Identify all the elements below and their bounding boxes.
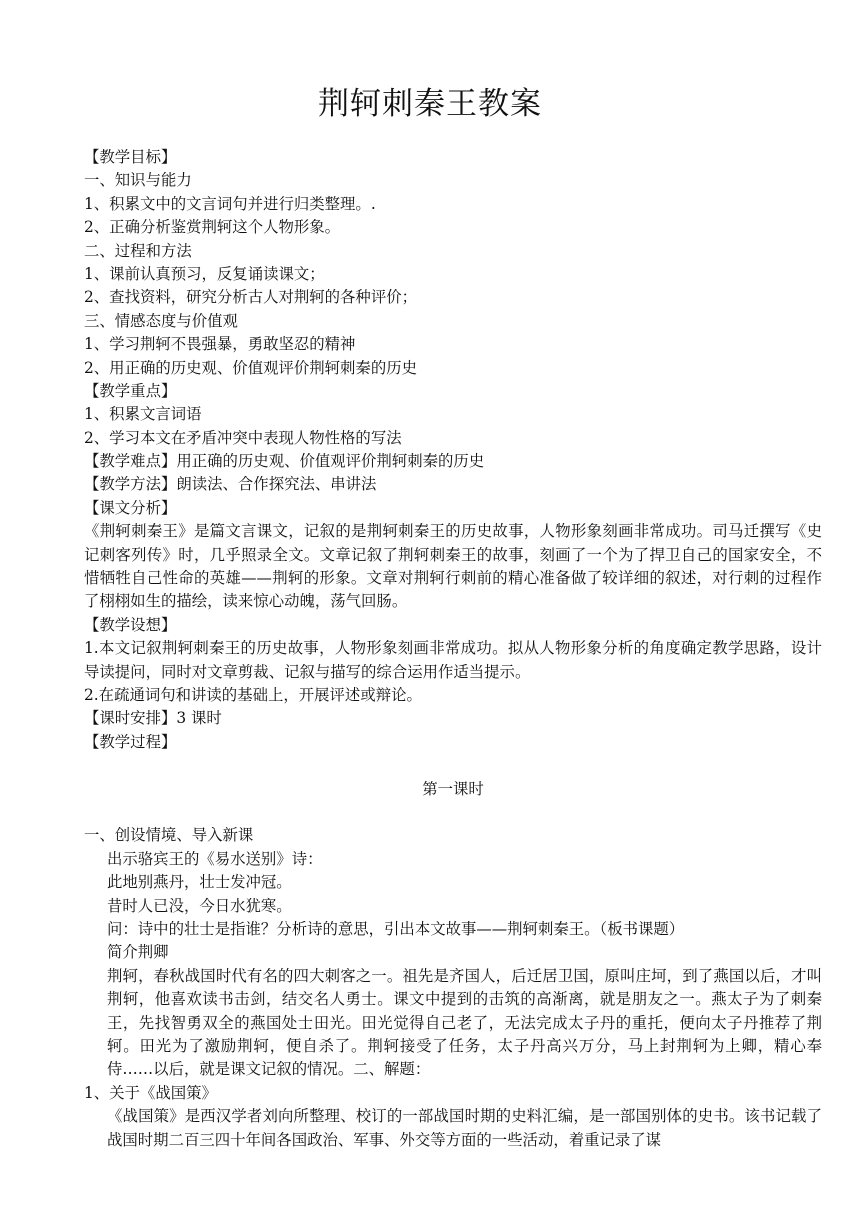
- objective-heading-process: 二、过程和方法: [84, 241, 192, 260]
- key-point-item: 1、积累文言词语: [84, 405, 202, 424]
- poem-line: 昔时人已没，今日水犹寒。: [107, 896, 292, 915]
- objective-item: 1、积累文中的文言词句并进行归类整理。.: [84, 194, 376, 213]
- section-difficulty: 【教学难点】用正确的历史观、价值观评价荆轲刺秦的历史: [84, 452, 485, 471]
- process-question: 问：诗中的壮士是指谁？分析诗的意思，引出本文故事——荆轲刺秦王。（板书课题）: [107, 919, 685, 938]
- document-title: 荆轲刺秦王教案: [318, 86, 542, 122]
- section-heading-key-points: 【教学重点】: [84, 381, 177, 400]
- key-point-item: 2、学习本文在矛盾冲突中表现人物性格的写法: [84, 428, 402, 447]
- objective-item: 2、用正确的历史观、价值观评价荆轲刺秦的历史: [84, 358, 417, 377]
- section-method: 【教学方法】朗读法、合作探究法、串讲法: [84, 475, 377, 494]
- objective-heading-values: 三、情感态度与价值观: [84, 311, 238, 330]
- process-text: 出示骆宾王的《易水送别》诗：: [107, 849, 323, 868]
- intro-paragraph: 荆轲，春秋战国时代有名的四大刺客之一。祖先是齐国人，后迁居卫国，原叫庄坷，到了燕国以后，才叫荆轲，他喜欢读书击剑，结交名人勇士。课文中提到的击筑的高渐离，就是朋友之一。燕太子为了刺秦王，先找智勇双全的燕国处士田光。田光觉得自己老了，无法完成太子丹的重托，便向太子丹推荐了荆轲。田光为了激励荆轲，便自杀了。荆轲接受了任务，太子丹高兴万分，马上封荆轲为上卿，精心奉侍……以后，就是课文记叙的情况。二、解题：: [107, 966, 822, 1079]
- spacer: [84, 754, 822, 777]
- intro-heading: 简介荆卿: [107, 943, 169, 962]
- process-step-heading: 一、创设情境、导入新课: [84, 826, 254, 845]
- section-heading-process: 【教学过程】: [84, 732, 177, 751]
- subsection-heading: 1、关于《战国策》: [84, 1083, 217, 1102]
- section-heading-analysis: 【课文分析】: [84, 498, 177, 517]
- poem-line: 此地别燕丹，壮士发冲冠。: [107, 873, 292, 892]
- zhanguoce-paragraph: 《战国策》是西汉学者刘向所整理、校订的一部战国时期的史料汇编，是一部国别体的史书。该书记载了战国时期二百三四十年间各国政治、军事、外交等方面的一些活动，着重记录了谋: [107, 1107, 822, 1149]
- section-heading-design: 【教学设想】: [84, 615, 177, 634]
- document-body: [84, 146, 822, 1152]
- lesson-heading: 第一课时: [422, 779, 484, 798]
- section-heading-objectives: 【教学目标】: [84, 148, 177, 166]
- objective-item: 1、课前认真预习，反复诵读课文；: [84, 264, 325, 283]
- design-paragraph: 2.在疏通词句和讲读的基础上，开展评述或辩论。: [84, 686, 422, 705]
- objective-item: 2、查找资料，研究分析古人对荆轲的各种评价；: [84, 288, 417, 307]
- objective-heading-knowledge: 一、知识与能力: [84, 171, 192, 190]
- section-schedule: 【课时安排】3 课时: [84, 709, 222, 728]
- design-paragraph: 1.本文记叙荆轲刺秦王的历史故事，人物形象刻画非常成功。拟从人物形象分析的角度确定教学思路，设计导读提问，同时对文章剪裁、记叙与描写的综合运用作适当提示。: [84, 639, 822, 681]
- objective-item: 2、正确分析鉴赏荆轲这个人物形象。: [84, 218, 341, 237]
- analysis-paragraph: 《荆轲刺秦王》是篇文言课文，记叙的是荆轲刺秦王的历史故事，人物形象刻画非常成功。司马迁撰写《史记刺客列传》时，几乎照录全文。文章记叙了荆轲刺秦王的故事，刻画了一个为了捍卫自己的国家安全，不惜牺牲自己性命的英雄——荆轲的形象。文章对荆轲行刺前的精心准备做了较详细的叙述，对行刺的过程作了栩栩如生的描绘，读来惊心动魄，荡气回肠。: [84, 522, 822, 611]
- objective-item: 1、学习荆轲不畏强暴，勇敢坚忍的精神: [84, 335, 356, 354]
- spacer: [84, 801, 822, 824]
